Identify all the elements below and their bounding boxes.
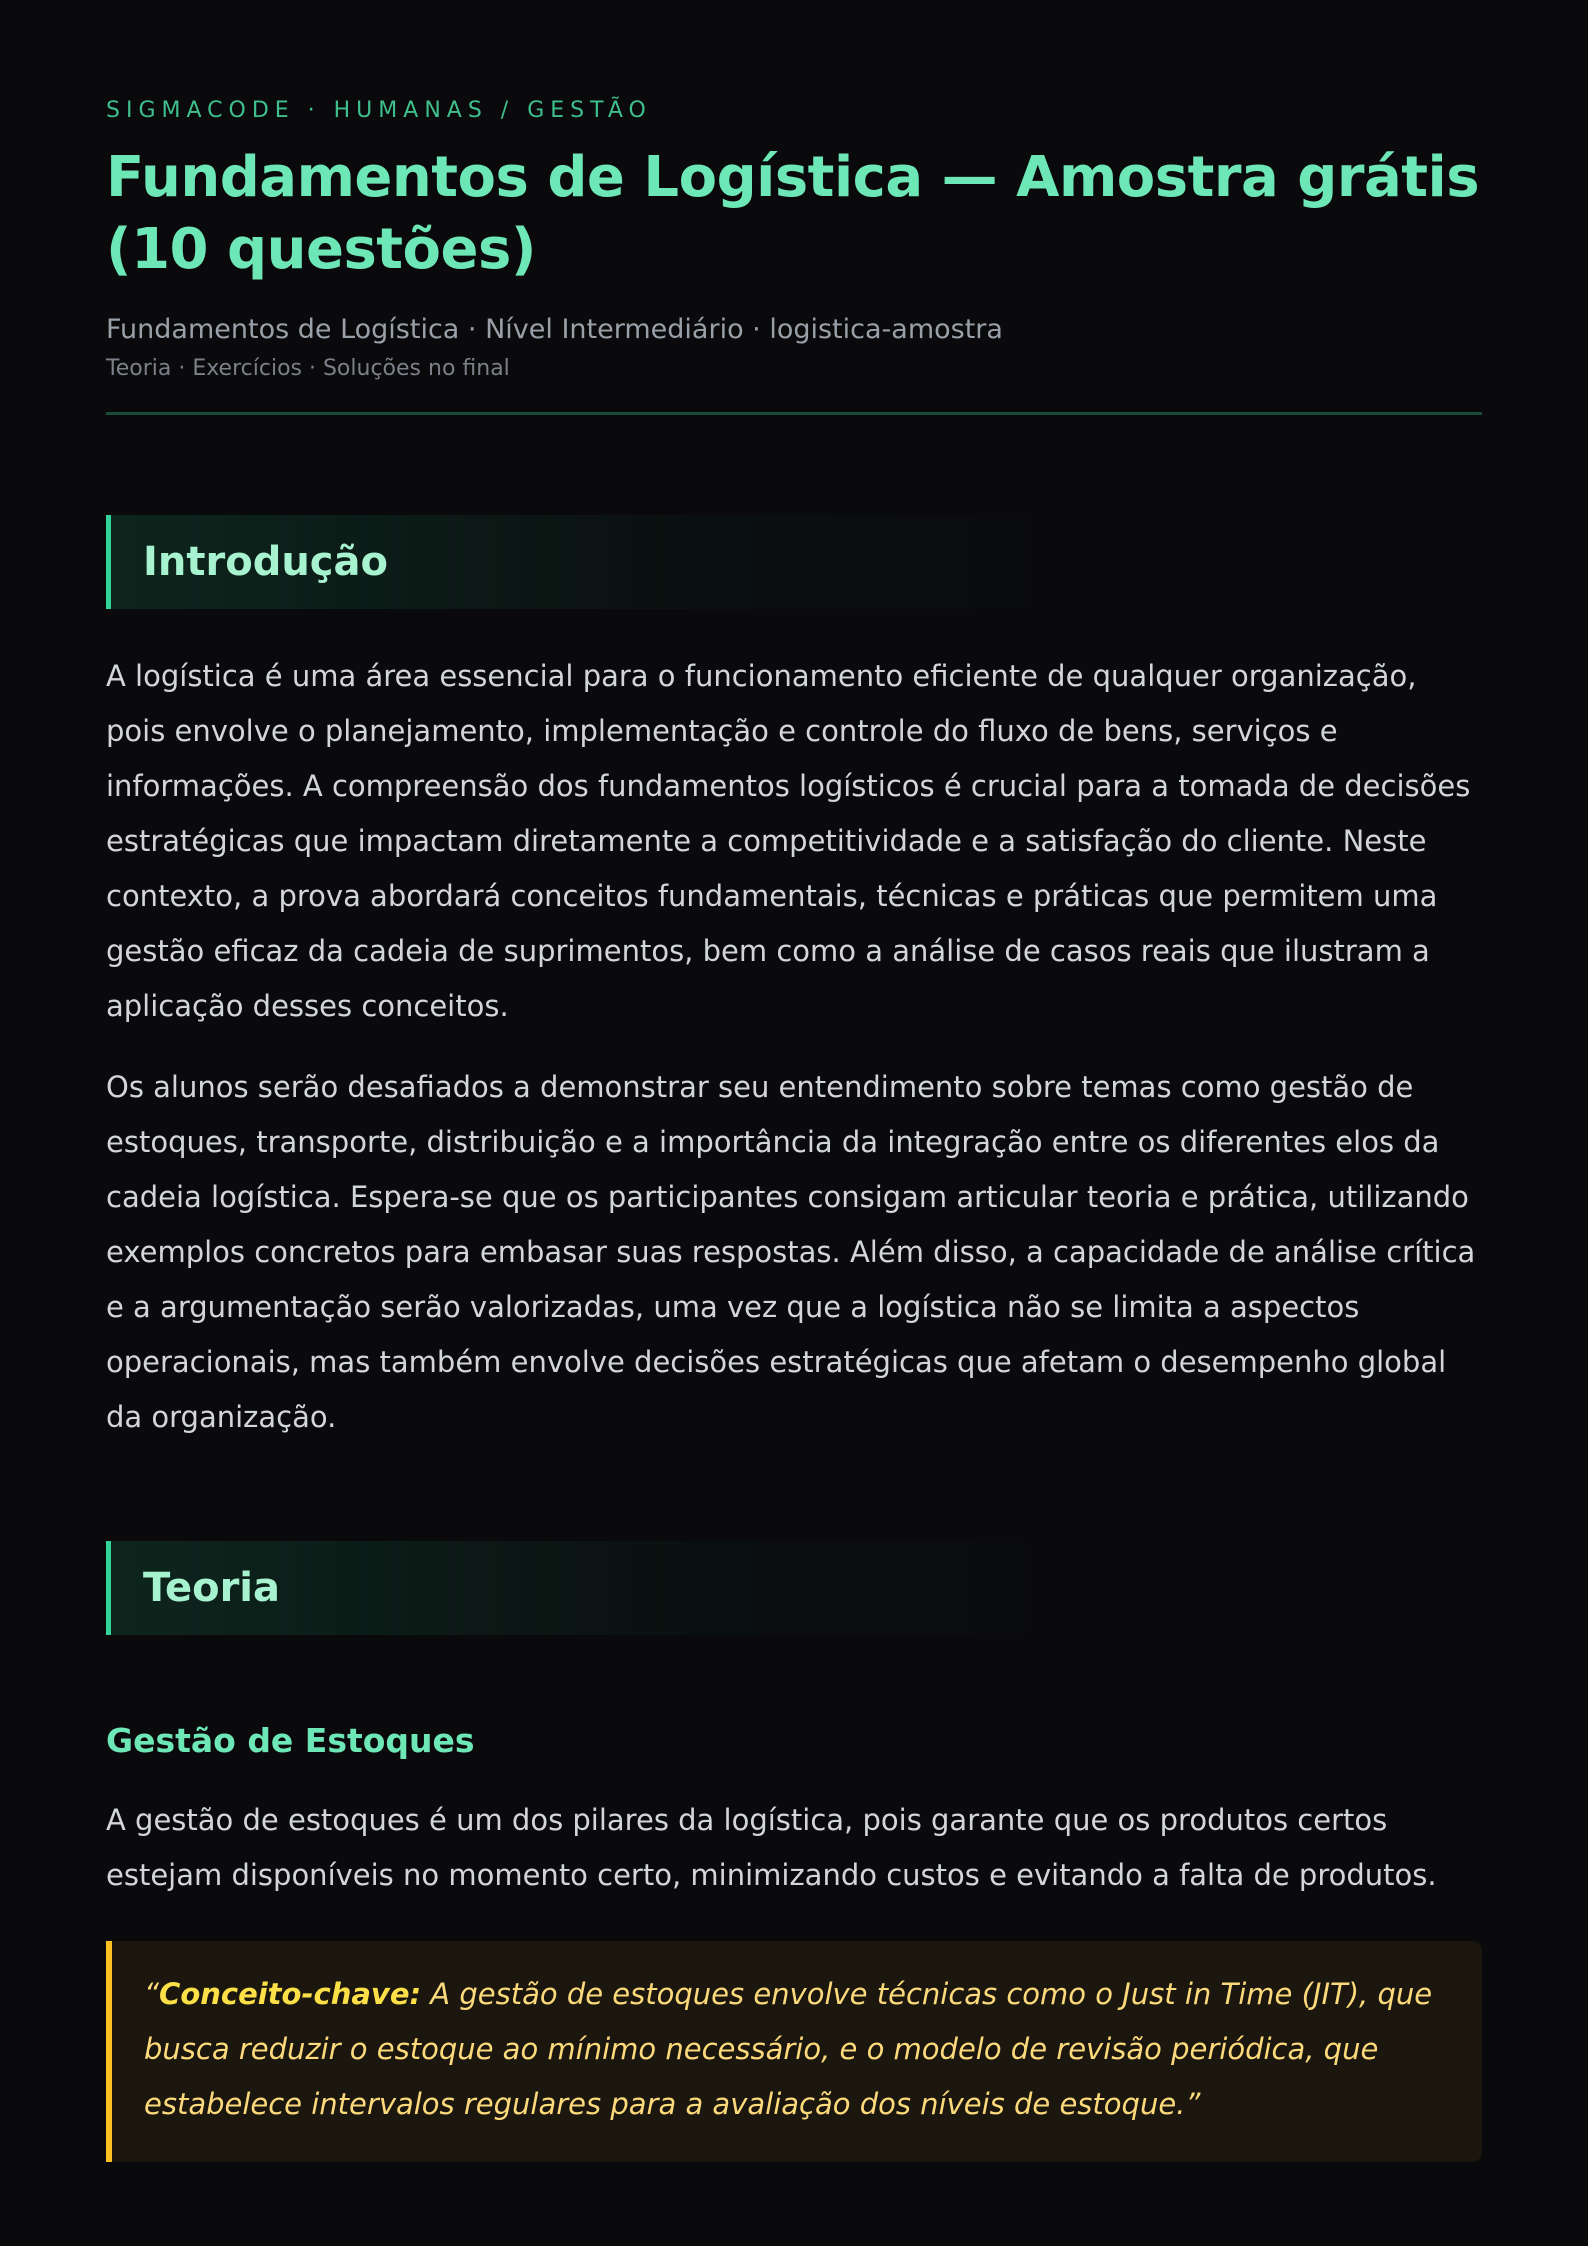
callout-text (144, 1967, 1442, 2132)
intro-heading: Introdução (143, 539, 388, 585)
intro-section (106, 515, 1482, 1445)
document-submeta: Teoria · Exercícios · Soluções no final (106, 356, 510, 381)
key-concept-callout (106, 1941, 1482, 2162)
callout-close-quote: ” (1185, 2087, 1201, 2121)
callout-open-quote: “ (144, 1977, 160, 2011)
page-title: Fundamentos de Logística — Amostra grátis (10 questões) (106, 145, 1480, 282)
document-meta: Fundamentos de Logística · Nível Intermediário · logistica-amostra (106, 314, 1003, 345)
brand-breadcrumb: SIGMACODE · HUMANAS / GESTÃO (106, 98, 652, 123)
document-header (106, 96, 1482, 415)
stock-management-heading: Gestão de Estoques (106, 1721, 475, 1760)
theory-section (106, 1541, 1482, 2162)
intro-heading-bar (106, 515, 1482, 609)
callout-label: Conceito-chave: (159, 1977, 422, 2011)
theory-heading-bar (106, 1541, 1482, 1635)
callout-body: A gestão de estoques envolve técnicas como o Just in Time (JIT), que busca reduzir o estoque ao mínimo necessário, e o modelo de revisão periódica, que estabelece intervalos regulares para a avaliação dos níveis de estoque. (144, 1977, 1433, 2121)
theory-heading: Teoria (143, 1565, 281, 1611)
header-divider (106, 412, 1482, 415)
stock-management-paragraph: A gestão de estoques é um dos pilares da logística, pois garante que os produtos certos estejam disponíveis no momento certo, minimizando custos e evitando a falta de produtos. (106, 1803, 1437, 1892)
intro-paragraph-2: Os alunos serão desafiados a demonstrar seu entendimento sobre temas como gestão de estoques, transporte, distribuição e a importância da integração entre os diferentes elos da cadeia logística. Espera-se que os participantes consigam articular teoria e prática, utilizando exemplos concretos para embasar suas respostas. Além disso, a capacidade de análise crítica e a argumentação serão valorizadas, uma vez que a logística não se limita a aspectos operacionais, mas também envolve decisões estratégicas que afetam o desempenho global da organização. (106, 1070, 1476, 1434)
intro-paragraph-1: A logística é uma área essencial para o funcionamento eficiente de qualquer organização, pois envolve o planejamento, implementação e controle do fluxo de bens, serviços e informações. A compreensão dos fundamentos logísticos é crucial para a tomada de decisões estratégicas que impactam diretamente a competitividade e a satisfação do cliente. Neste contexto, a prova abordará conceitos fundamentais, técnicas e práticas que permitem uma gestão eficaz da cadeia de suprimentos, bem como a análise de casos reais que ilustram a aplicação desses conceitos. (106, 659, 1471, 1023)
